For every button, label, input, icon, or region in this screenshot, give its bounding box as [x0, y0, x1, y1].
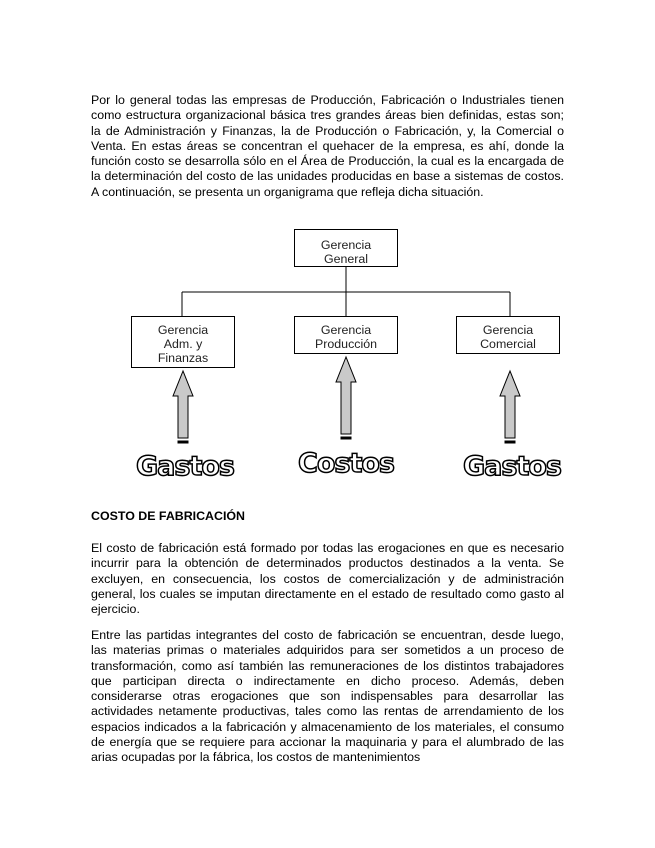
cost-definition-paragraph: El costo de fabricación está formado por todas las erogaciones en que es necesario incurrir para la obtención de determinados productos destinados a la venta. Se excluyen, en consecuencia, los costos de comercialización y de administración general, los cuales se imputan directamente en el estado de resultado como gasto al ejercicio. — [91, 541, 564, 617]
org-box-line: General — [323, 252, 369, 266]
wordart-gastos-left: Gastos — [136, 451, 234, 482]
wordart-costos-center: Costos — [298, 448, 394, 479]
org-box-line: Adm. y — [163, 337, 203, 351]
org-box-line: Comercial — [480, 337, 536, 351]
org-box-line: Producción — [315, 337, 377, 351]
arrow-up-icon — [173, 371, 193, 443]
org-box-general-management — [294, 229, 398, 267]
org-box-line: Finanzas — [157, 351, 209, 365]
wordart-gastos-right: Gastos — [463, 451, 561, 482]
intro-paragraph: Por lo general todas las empresas de Producción, Fabricación o Industriales tienen como estructura organizacional básica tres grandes áreas bien definidas, estas son; la de Administración y Finanzas, la de Producción o Fabricación, y, la Comercial o Venta. En estas áreas se concentran el quehacer de la empresa, es ahí, donde la función costo se desarrolla sólo en el Área de Producción, la cual es la encargada de la determinación del costo de las unidades producidas en base a sistemas de costos. A continuación, se presenta un organigrama que refleja dicha situación. — [91, 93, 564, 199]
cost-items-paragraph: Entre las partidas integrantes del costo de fabricación se encuentran, desde luego, las materias primas o materiales adquiridos para ser sometidos a un proceso de transformación, como así también las remuneraciones de los distintos trabajadores que participan directa o indirectamente en dicho proceso. Además, deben considerarse otras erogaciones que son indispensables para desarrollar las actividades netamente productivas, tales como las rentas de arrendamiento de los espacios indicados a la fabricación y almacenamiento de los materiales, el consumo de energía que se requiere para accionar la maquinaria y para el alumbrado de las arias ocupadas por la fábrica, los costos de mantenimientos — [91, 628, 564, 765]
org-box-production — [294, 316, 398, 354]
org-box-line: Gerencia — [482, 323, 534, 337]
org-box-commercial — [456, 316, 560, 354]
org-box-line: Gerencia — [320, 238, 372, 252]
arrow-up-icon — [500, 371, 520, 443]
arrow-up-icon — [336, 357, 356, 439]
section-heading: COSTO DE FABRICACIÓN — [91, 509, 245, 523]
org-box-line: Gerencia — [320, 323, 372, 337]
org-box-admin-finance — [131, 316, 235, 368]
org-box-line: Gerencia — [157, 323, 209, 337]
